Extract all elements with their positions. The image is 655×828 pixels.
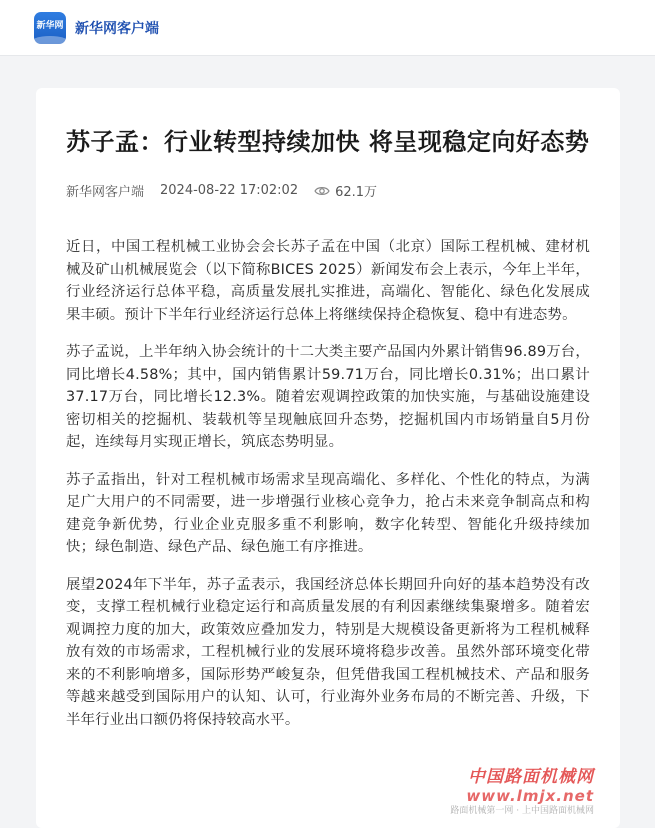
top-bar	[0, 0, 655, 56]
article-datetime: 2024-08-22 17:02:02	[160, 183, 299, 198]
watermark-subtext: 路面机械第一网 · 上中国路面机械网	[450, 806, 594, 816]
app-name[interactable]: 新华网客户端	[75, 20, 159, 37]
view-count: 62.1万	[335, 185, 378, 200]
eye-icon	[314, 185, 330, 197]
paragraph: 苏子孟说，上半年纳入协会统计的十二大类主要产品国内外累计销售96.89万台，同比增长4.58%；其中，国内销售累计59.71万台，同比增长0.31%；出口累计37.17万台，同比增长12.3%。随着宏观调控政策的加快实施，与基础设施建设密切相关的挖掘机、装载机等呈现触底回升态势，挖掘机国内市场销量自5月份起，连续每月实现正增长，筑底态势明显。	[66, 344, 590, 450]
article-meta	[66, 181, 590, 200]
watermark-url: www.lmjx.net	[466, 787, 594, 805]
article-title: 苏子孟：行业转型持续加快 将呈现稳定向好态势	[66, 128, 590, 156]
paragraph: 近日，中国工程机械工业协会会长苏子孟在中国（北京）国际工程机械、建材机械及矿山机械展览会（以下简称BICES 2025）新闻发布会上表示，今年上半年，行业经济运行总体平稳，高质量发展扎实推进，高端化、智能化、绿色化发展成果丰硕。预计下半年行业经济运行总体上将继续保持企稳恢复、稳中有进态势。	[66, 239, 590, 323]
xinhua-logo-icon[interactable]	[34, 12, 66, 44]
article-body	[66, 236, 590, 731]
paragraph: 展望2024年下半年，苏子孟表示，我国经济总体长期回升向好的基本趋势没有改变，支撑工程机械行业稳定运行和高质量发展的有利因素继续集聚增多。随着宏观调控力度的加大，政策效应叠加发力，特别是大规模设备更新将为工程机械释放有效的市场需求，工程机械行业的发展环境将稳步改善。虽然外部环境变化带来的不利影响增多，国际形势严峻复杂，但凭借我国工程机械技术、产品和服务等越来越受到国际用户的认知、认可，行业海外业务布局的不断完善、升级，下半年行业出口额仍将保持较高水平。	[66, 576, 590, 728]
logo-text: 新华网	[36, 20, 64, 31]
article-source: 新华网客户端	[66, 185, 145, 200]
logo-wave-shape	[34, 36, 66, 44]
watermark-text: 中国路面机械网	[468, 767, 594, 787]
article-card	[36, 88, 620, 828]
paragraph: 苏子孟指出，针对工程机械市场需求呈现高端化、多样化、个性化的特点，为满足广大用户的不同需要，进一步增强行业核心竞争力，抢占未来竞争制高点和构建竞争新优势，行业企业克服多重不利影响，数字化转型、智能化升级持续加快；绿色制造、绿色产品、绿色施工有序推进。	[66, 471, 590, 555]
